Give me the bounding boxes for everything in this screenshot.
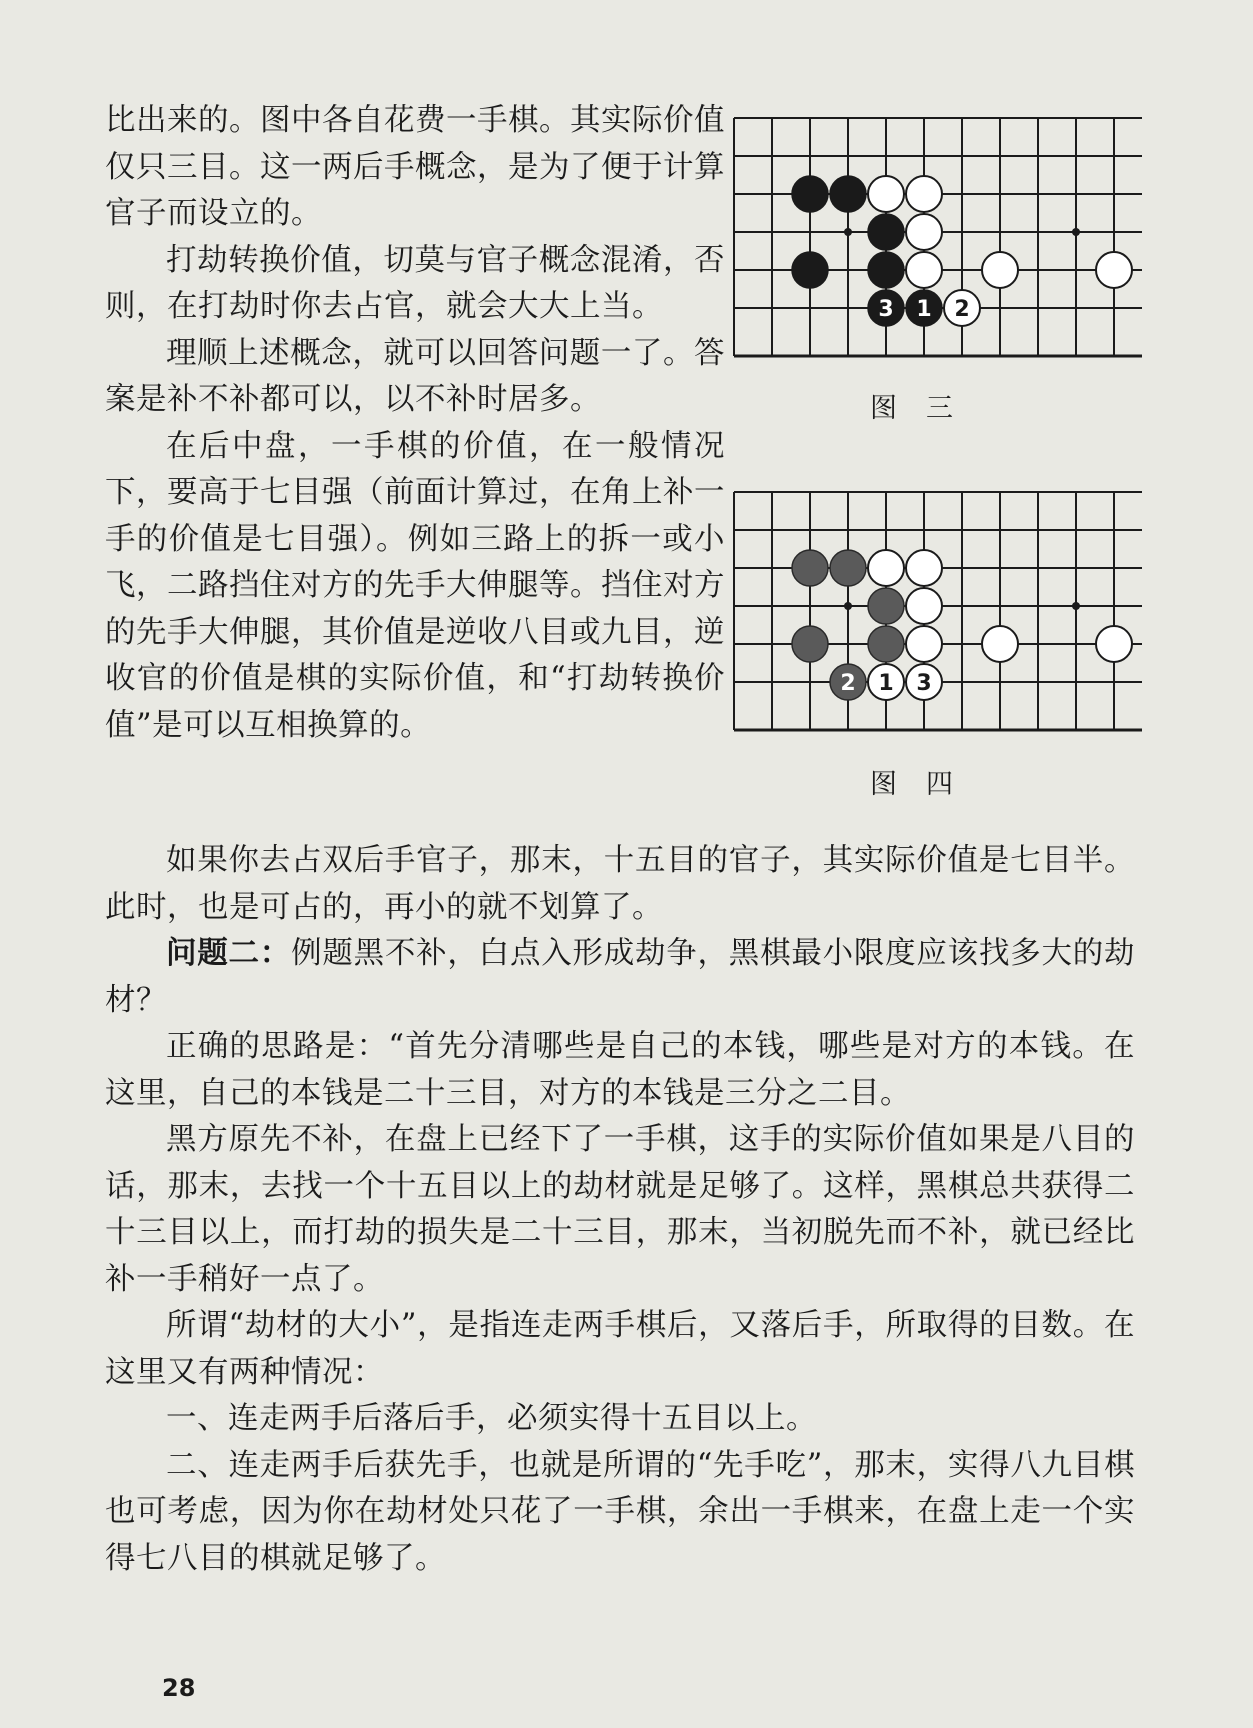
question-two-text: 例题黑不补，白点入形成劫争，黑棋最小限度应该找多大的劫材？ — [105, 936, 1136, 1018]
paragraph-6 — [105, 931, 1135, 1024]
figure-3-caption: 图 三 — [870, 393, 954, 424]
black-stone — [792, 176, 828, 212]
white-stone — [906, 176, 942, 212]
go-board-diagram-3 — [730, 112, 1142, 360]
figure-4-caption: 图 四 — [870, 769, 954, 800]
move-label-3: 3 — [916, 671, 932, 696]
white-stone — [868, 176, 904, 212]
go-board-diagram-4 — [730, 488, 1142, 734]
paragraph-2: 打劫转换价值，切莫与官子概念混淆，否则，在打劫时你去占官，就会大大上当。 — [105, 242, 725, 324]
paragraph-7: 正确的思路是：“首先分清哪些是自己的本钱，哪些是对方的本钱。在这里，自己的本钱是二十三目，对方的本钱是三分之二目。 — [105, 1029, 1135, 1111]
move-label-3: 3 — [878, 297, 894, 322]
black-stone — [868, 252, 904, 288]
black-stone — [868, 588, 904, 624]
white-stone — [906, 588, 942, 624]
move-label-2: 2 — [840, 671, 856, 696]
star-point — [844, 602, 852, 610]
white-stone — [906, 626, 942, 662]
star-point — [844, 228, 852, 236]
black-stone — [830, 176, 866, 212]
black-stone — [792, 626, 828, 662]
main-text-column — [105, 838, 1135, 1582]
move-label-1: 1 — [916, 297, 932, 322]
move-label-2: 2 — [954, 297, 970, 322]
black-stone — [792, 550, 828, 586]
white-stone — [982, 626, 1018, 662]
paragraph-1: 比出来的。图中各自花费一手棋。其实际价值仅只三目。这一两后手概念，是为了便于计算官子而设立的。 — [105, 103, 725, 231]
figure-3-board — [730, 112, 1142, 360]
white-stone — [982, 252, 1018, 288]
white-stone — [868, 550, 904, 586]
black-stone — [868, 626, 904, 662]
white-stone — [906, 214, 942, 250]
paragraph-5: 如果你去占双后手官子，那末，十五目的官子，其实际价值是七目半。此时，也是可占的，再小的就不划算了。 — [105, 843, 1135, 925]
star-point — [1072, 228, 1080, 236]
paragraph-4: 在后中盘，一手棋的价值，在一般情况下，要高于七目强（前面计算过，在角上补一手的价值是七目强）。例如三路上的拆一或小飞，二路挡住对方的先手大伸腿等。挡住对方的先手大伸腿，其价值是逆收八目或九目，逆收官的价值是棋的实际价值，和“打劫转换价值”是可以互相换算的。 — [105, 428, 725, 743]
paragraph-9: 所谓“劫材的大小”，是指连走两手棋后，又落后手，所取得的目数。在这里又有两种情况： — [105, 1308, 1135, 1390]
black-stone — [868, 214, 904, 250]
white-stone — [906, 252, 942, 288]
paragraph-8: 黑方原先不补，在盘上已经下了一手棋，这手的实际价值如果是八目的话，那末，去找一个十五目以上的劫材就是足够了。这样，黑棋总共获得二十三目以上，而打劫的损失是二十三目，那末，当初脱先而不补，就已经比补一手稍好一点了。 — [105, 1122, 1135, 1297]
page-number: 28 — [162, 1674, 196, 1702]
white-stone — [906, 550, 942, 586]
question-two-heading: 问题二： — [166, 936, 292, 971]
star-point — [1072, 602, 1080, 610]
white-stone — [1096, 252, 1132, 288]
black-stone — [830, 550, 866, 586]
paragraph-10: 一、连走两手后落后手，必须实得十五目以上。 — [166, 1401, 817, 1436]
figure-4-board — [730, 488, 1142, 734]
black-stone — [792, 252, 828, 288]
top-text-column — [105, 98, 725, 749]
paragraph-11: 二、连走两手后获先手，也就是所谓的“先手吃”，那末，实得八九目棋也可考虑，因为你在劫材处只花了一手棋，余出一手棋来，在盘上走一个实得七八目的棋就足够了。 — [105, 1447, 1135, 1576]
move-label-1: 1 — [878, 671, 894, 696]
paragraph-3: 理顺上述概念，就可以回答问题一了。答案是补不补都可以，以不补时居多。 — [105, 335, 725, 417]
white-stone — [1096, 626, 1132, 662]
